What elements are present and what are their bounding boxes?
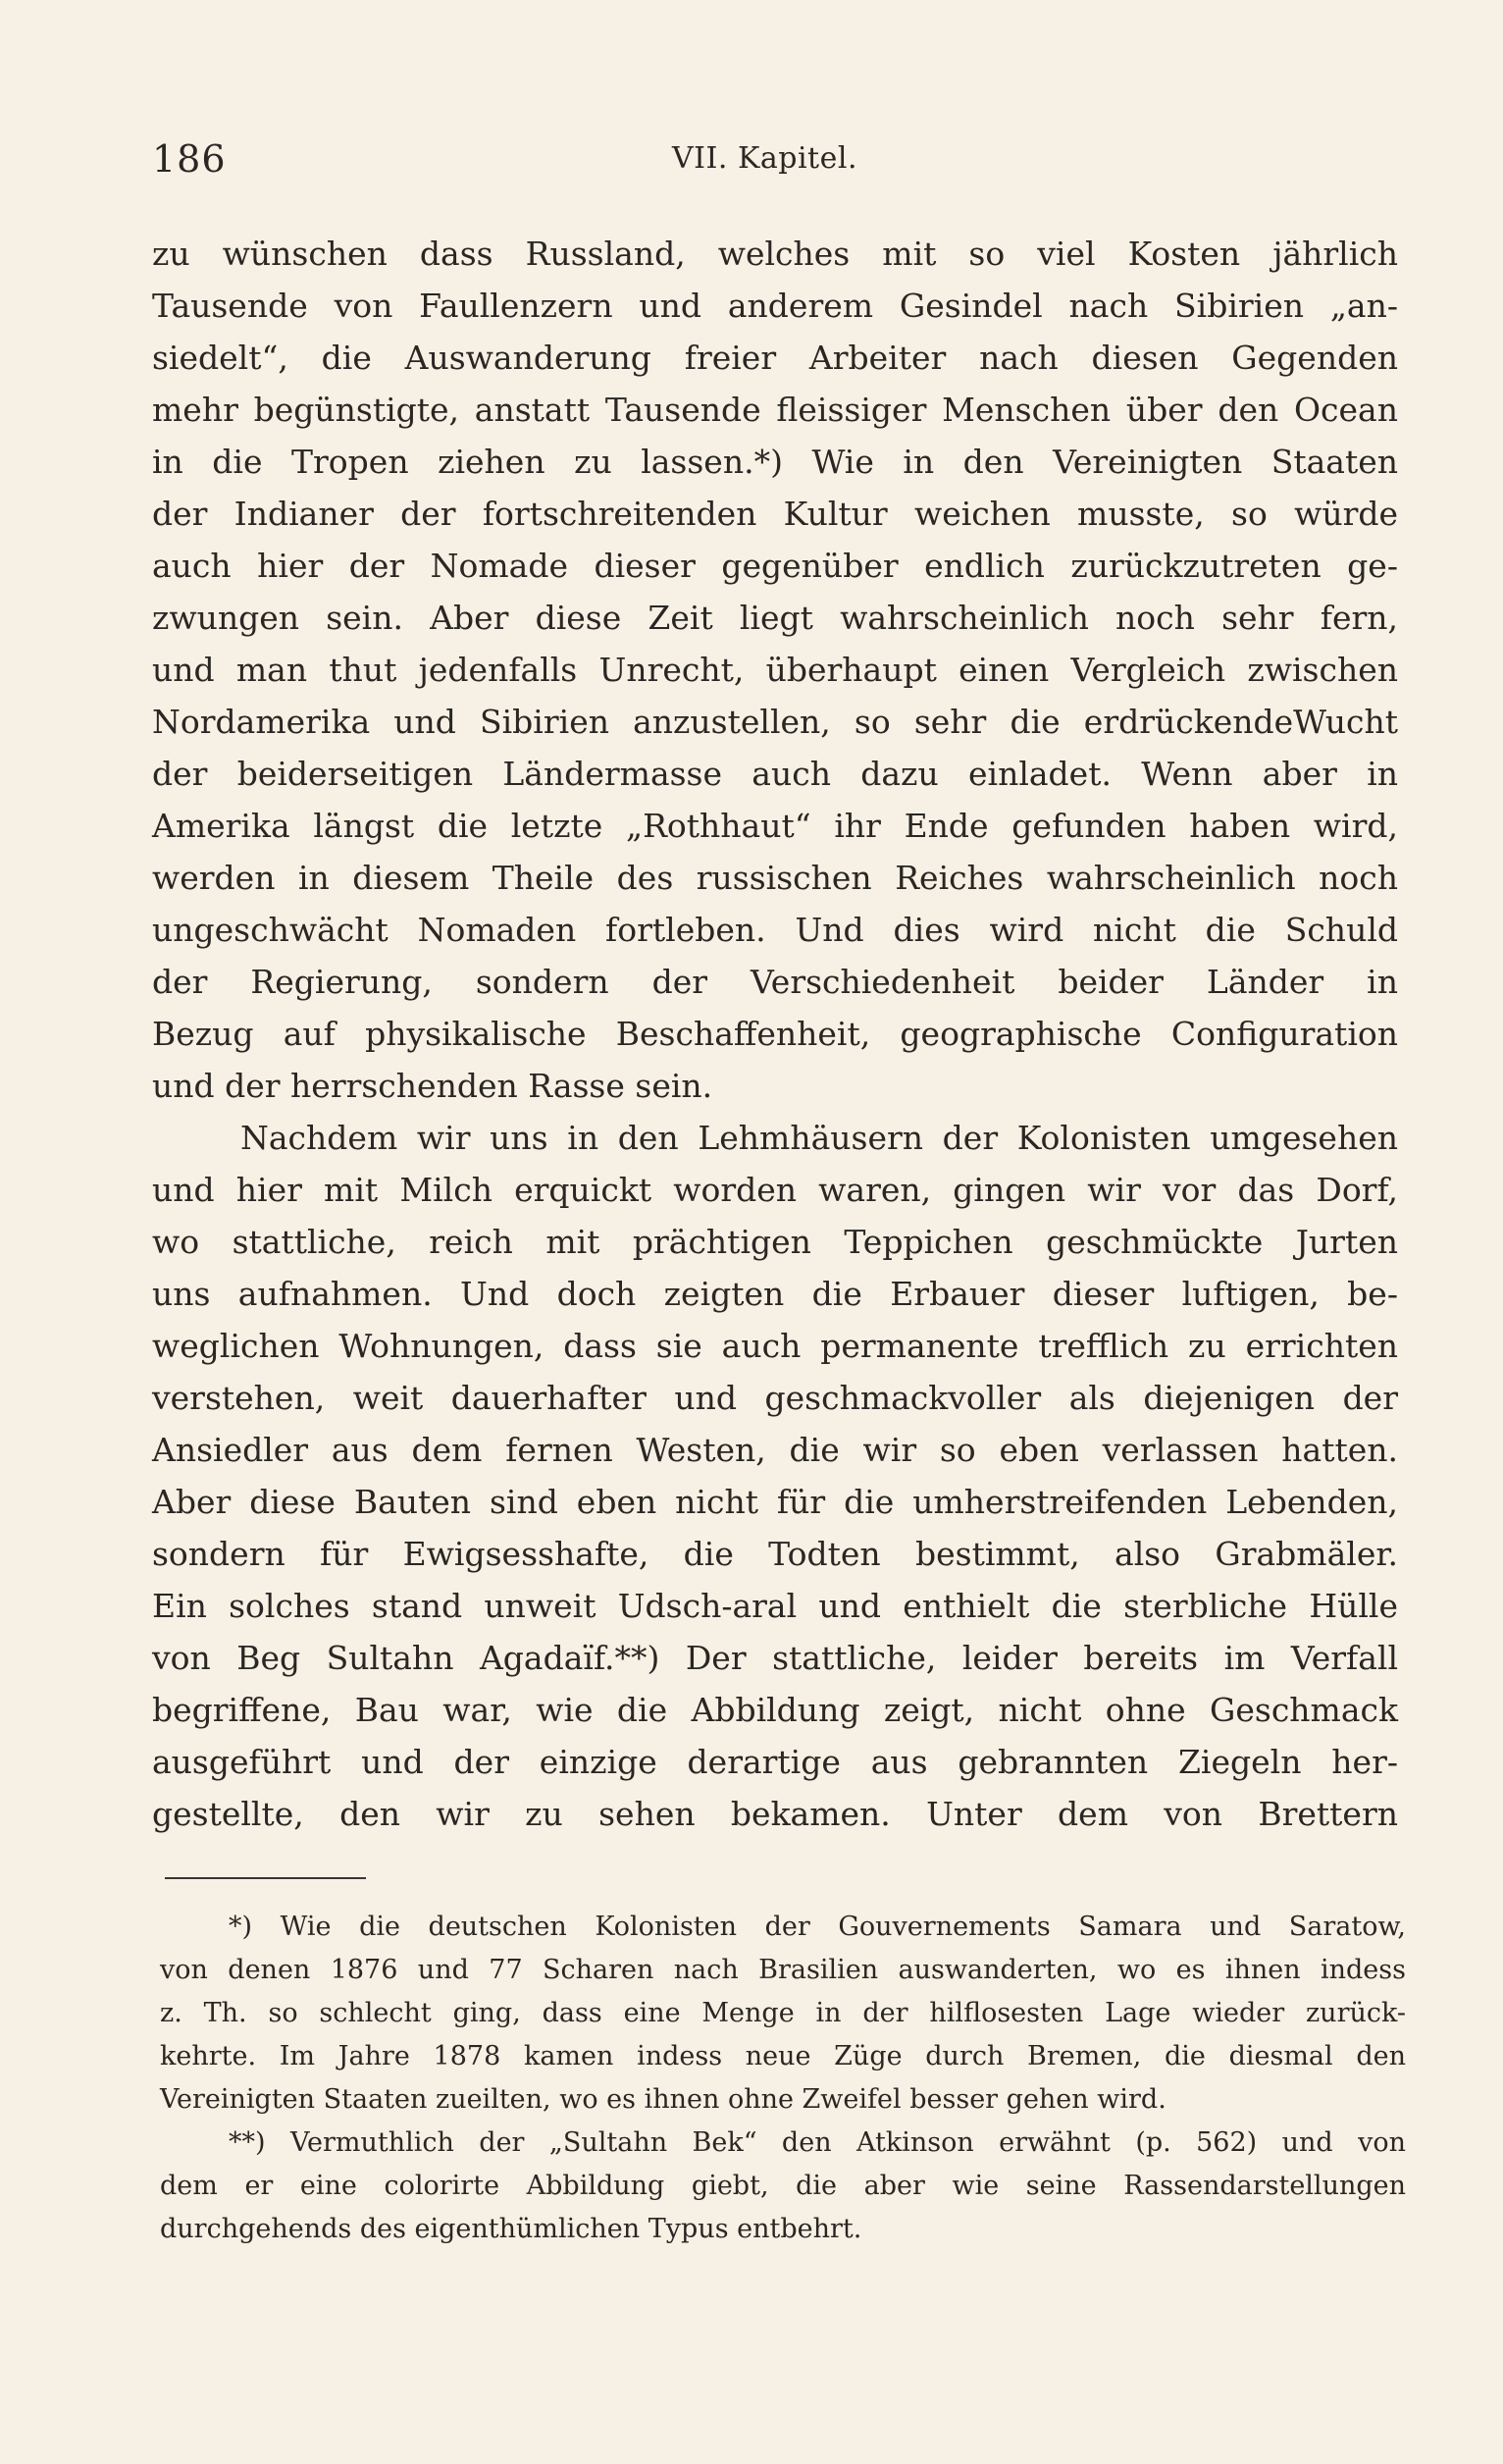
footnote-line: Vereinigten Staaten zueilten, wo es ihnen ohne Zweifel besser gehen wird. — [160, 2084, 1166, 2115]
body-line: und hier mit Milch erquickt worden waren, gingen wir vor das Dorf, — [152, 1171, 1398, 1209]
body-line: ungeschwächt Nomaden fortleben. Und dies wird nicht die Schuld — [152, 911, 1398, 949]
body-line: der Indianer der fortschreitenden Kultur weichen musste, so würde — [152, 495, 1398, 533]
body-line: Aber diese Bauten sind eben nicht für die umherstreifenden Lebenden, — [152, 1483, 1398, 1521]
body-text — [152, 228, 1398, 1840]
body-line: auch hier der Nomade dieser gegenüber endlich zurückzutreten ge- — [152, 547, 1398, 585]
footnote-line: durchgehends des eigenthümlichen Typus entbehrt. — [160, 2214, 862, 2244]
body-line: zwungen sein. Aber diese Zeit liegt wahrscheinlich noch sehr fern, — [152, 599, 1398, 637]
footnote-line: von denen 1876 und 77 Scharen nach Brasilien auswanderten, wo es ihnen indess — [160, 1955, 1406, 1985]
body-line: wo stattliche, reich mit prächtigen Teppichen geschmückte Jurten — [152, 1223, 1398, 1261]
page-number: 186 — [152, 137, 227, 181]
body-line: werden in diesem Theile des russischen Reiches wahrscheinlich noch — [152, 859, 1398, 897]
footnote-line: dem er eine colorirte Abbildung giebt, die aber wie seine Rassendarstellungen — [160, 2171, 1406, 2201]
body-line: von Beg Sultahn Agadaïf.**) Der stattliche, leider bereits im Verfall — [152, 1639, 1398, 1677]
footnote-line: **) Vermuthlich der „Sultahn Bek“ den Atkinson erwähnt (p. 562) und von — [229, 2127, 1406, 2158]
body-line: sondern für Ewigsesshafte, die Todten bestimmt, also Grabmäler. — [152, 1535, 1398, 1573]
body-line: mehr begünstigte, anstatt Tausende fleissiger Menschen über den Ocean — [152, 391, 1398, 429]
body-line: Bezug auf physikalische Beschaffenheit, geographische Configuration — [152, 1015, 1398, 1053]
body-line: Nachdem wir uns in den Lehmhäusern der Kolonisten umgesehen — [240, 1119, 1398, 1157]
body-line: ausgeführt und der einzige derartige aus gebrannten Ziegeln her- — [152, 1743, 1398, 1781]
footnotes — [160, 1906, 1406, 2251]
body-line: Nordamerika und Sibirien anzustellen, so sehr die erdrückendeWucht — [152, 703, 1398, 741]
body-line: in die Tropen ziehen zu lassen.*) Wie in den Vereinigten Staaten — [152, 443, 1398, 481]
footnote-line: *) Wie die deutschen Kolonisten der Gouvernements Samara und Saratow, — [229, 1912, 1406, 1942]
body-line: begriffene, Bau war, wie die Abbildung zeigt, nicht ohne Geschmack — [152, 1691, 1398, 1729]
body-line: Tausende von Faullenzern und anderem Gesindel nach Sibirien „an- — [152, 287, 1398, 325]
footnote-divider — [165, 1877, 366, 1879]
body-line: siedelt“, die Auswanderung freier Arbeiter nach diesen Gegenden — [152, 339, 1398, 377]
body-line: Ein solches stand unweit Udsch-aral und enthielt die sterbliche Hülle — [152, 1587, 1398, 1625]
footnote-line: kehrte. Im Jahre 1878 kamen indess neue Züge durch Bremen, die diesmal den — [160, 2041, 1406, 2071]
body-line: und der herrschenden Rasse sein. — [152, 1067, 713, 1105]
page-header — [152, 137, 1398, 196]
body-line: zu wünschen dass Russland, welches mit so viel Kosten jährlich — [152, 235, 1398, 273]
running-head: VII. Kapitel. — [672, 141, 857, 176]
body-line: Ansiedler aus dem fernen Westen, die wir so eben verlassen hatten. — [152, 1431, 1398, 1469]
body-line: gestellte, den wir zu sehen bekamen. Unter dem von Brettern — [152, 1795, 1398, 1833]
body-line: uns aufnahmen. Und doch zeigten die Erbauer dieser luftigen, be- — [152, 1275, 1398, 1313]
body-line: weglichen Wohnungen, dass sie auch permanente trefflich zu errichten — [152, 1327, 1398, 1365]
body-line: verstehen, weit dauerhafter und geschmackvoller als diejenigen der — [152, 1379, 1398, 1417]
body-line: der beiderseitigen Ländermasse auch dazu einladet. Wenn aber in — [152, 755, 1398, 793]
footnote-line: z. Th. so schlecht ging, dass eine Menge in der hilflosesten Lage wieder zurück- — [160, 1998, 1406, 2028]
body-line: Amerika längst die letzte „Rothhaut“ ihr Ende gefunden haben wird, — [152, 807, 1398, 845]
body-line: der Regierung, sondern der Verschiedenheit beider Länder in — [152, 963, 1398, 1001]
body-line: und man thut jedenfalls Unrecht, überhaupt einen Vergleich zwischen — [152, 651, 1398, 689]
